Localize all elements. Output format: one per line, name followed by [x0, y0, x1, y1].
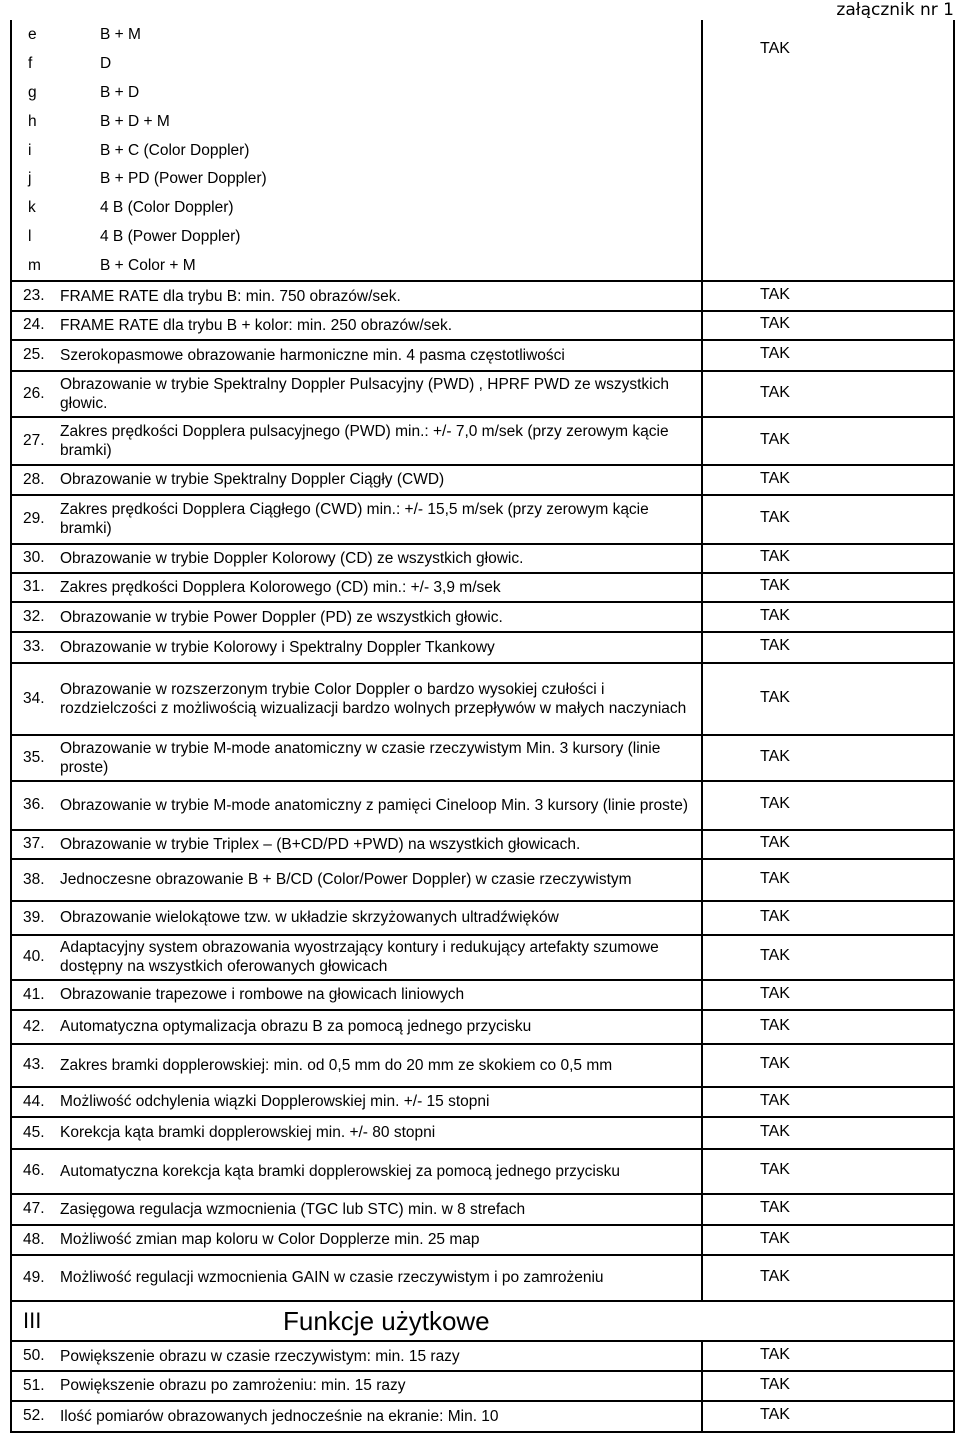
item-description: Obrazowanie w trybie Power Doppler (PD) ze wszystkich głowic.	[60, 608, 503, 626]
column-divider	[701, 1149, 703, 1193]
sub-item-letter: k	[28, 198, 36, 216]
column-divider	[701, 340, 703, 370]
sub-item-text: 4 B (Power Doppler)	[100, 227, 241, 245]
item-value: TAK	[760, 1016, 790, 1034]
column-divider	[701, 1010, 703, 1043]
item-description: Zasięgowa regulacja wzmocnienia (TGC lub STC) min. w 8 strefach	[60, 1200, 526, 1218]
sub-item-letter: g	[28, 83, 37, 101]
sub-item-row	[10, 78, 953, 107]
item-value: TAK	[760, 747, 790, 765]
sub-item-row	[10, 107, 953, 136]
item-description: Powiększenie obrazu w czasie rzeczywistym: min. 15 razy	[60, 1347, 460, 1365]
column-divider	[701, 901, 703, 934]
item-number: 38.	[23, 870, 45, 888]
column-divider	[701, 603, 703, 631]
item-value: TAK	[760, 1406, 790, 1423]
item-number: 39.	[23, 908, 45, 926]
item-number: 40.	[23, 948, 45, 965]
item-number: 45.	[23, 1123, 45, 1141]
item-number: 34.	[23, 689, 45, 707]
item-description: Obrazowanie w trybie Triplex – (B+CD/PD +PWD) na wszystkich głowicach.	[60, 835, 581, 853]
item-number: 27.	[23, 431, 45, 449]
item-number: 44.	[23, 1092, 45, 1110]
item-description: Obrazowanie w trybie Spektralny Doppler Pulsacyjny (PWD) , HPRF PWD ze wszystkich głowic.	[60, 375, 669, 412]
column-divider	[701, 859, 703, 900]
section-header	[10, 1302, 953, 1340]
item-value: TAK	[760, 607, 790, 624]
sub-items-value: TAK	[760, 40, 790, 57]
item-description: Powiększenie obrazu po zamrożeniu: min. 15 razy	[60, 1377, 406, 1394]
item-number: 48.	[23, 1230, 45, 1248]
item-number: 32.	[23, 608, 45, 625]
sub-item-letter: i	[28, 141, 32, 159]
sub-item-row	[10, 222, 953, 251]
sub-item-letter: l	[28, 227, 32, 245]
sub-item-letter: e	[28, 25, 37, 43]
sub-item-text: B + D	[100, 83, 140, 101]
column-divider	[701, 1401, 703, 1431]
sub-item-letter: m	[28, 256, 41, 274]
column-divider	[701, 1255, 703, 1300]
item-number: 50.	[23, 1347, 45, 1364]
item-description: Zakres bramki dopplerowskiej: min. od 0,5 mm do 20 mm ze skokiem co 0,5 mm	[60, 1056, 613, 1074]
column-divider	[701, 544, 703, 572]
column-divider	[701, 1194, 703, 1224]
item-number: 46.	[23, 1162, 45, 1179]
item-number: 35.	[23, 748, 45, 766]
item-value: TAK	[760, 1161, 790, 1178]
item-number: 26.	[23, 384, 45, 402]
item-number: 42.	[23, 1017, 45, 1035]
sub-item-row	[10, 164, 953, 193]
item-description: Obrazowanie w trybie Doppler Kolorowy (CD) ze wszystkich głowic.	[60, 549, 524, 567]
item-value: TAK	[760, 383, 790, 401]
section-title: Funkcje użytkowe	[283, 1305, 490, 1336]
sub-item-text: B + D + M	[100, 112, 170, 130]
item-value: TAK	[760, 637, 790, 654]
item-value: TAK	[760, 834, 790, 851]
item-value: TAK	[760, 1229, 790, 1247]
item-number: 41.	[23, 985, 45, 1003]
item-value: TAK	[760, 984, 790, 1002]
item-description: Zakres prędkości Dopplera Kolorowego (CD) min.: +/- 3,9 m/sek	[60, 578, 501, 596]
column-divider	[701, 282, 703, 310]
item-number: 29.	[23, 510, 45, 527]
item-value: TAK	[760, 548, 790, 565]
column-divider	[701, 1342, 703, 1370]
column-divider	[701, 417, 703, 464]
column-divider	[701, 1087, 703, 1116]
attachment-note: załącznik nr 1	[836, 0, 954, 20]
sub-item-letter: j	[28, 169, 32, 187]
item-value: TAK	[760, 1346, 790, 1363]
sub-item-text: B + Color + M	[100, 256, 196, 274]
column-divider	[701, 465, 703, 494]
sub-item-text: B + M	[100, 25, 141, 43]
item-description: Ilość pomiarów obrazowanych jednocześnie na ekranie: Min. 10	[60, 1407, 499, 1425]
item-description: Możliwość zmian map koloru w Color Dopplerze min. 25 map	[60, 1231, 480, 1248]
item-value: TAK	[760, 1375, 790, 1393]
table-border-right	[953, 20, 955, 1433]
sub-item-letter: f	[28, 54, 33, 72]
column-divider	[701, 20, 703, 280]
item-value: TAK	[760, 869, 790, 887]
item-number: 49.	[23, 1268, 45, 1286]
item-value: TAK	[760, 286, 790, 303]
item-value: TAK	[760, 509, 790, 526]
item-value: TAK	[760, 795, 790, 812]
item-value: TAK	[760, 688, 790, 706]
item-description: Obrazowanie w trybie M-mode anatomiczny z pamięci Cineloop Min. 3 kursory (linie proste)	[60, 796, 688, 814]
item-description: Automatyczna korekcja kąta bramki dopplerowskiej za pomocą jednego przycisku	[60, 1162, 620, 1180]
item-number: 43.	[23, 1056, 45, 1073]
column-divider	[701, 663, 703, 734]
item-description: Zakres prędkości Dopplera Ciągłego (CWD) min.: +/- 15,5 m/sek (przy zerowym kącie bramki)	[60, 501, 649, 537]
item-value: TAK	[760, 1199, 790, 1216]
section-number: III	[23, 1308, 42, 1333]
column-divider	[701, 935, 703, 979]
sub-item-text: B + C (Color Doppler)	[100, 141, 250, 159]
item-description: FRAME RATE dla trybu B: min. 750 obrazów/sek.	[60, 287, 401, 305]
item-number: 51.	[23, 1376, 45, 1394]
item-number: 37.	[23, 835, 45, 852]
item-description: FRAME RATE dla trybu B + kolor: min. 250 obrazów/sek.	[60, 316, 453, 334]
item-description: Korekcja kąta bramki dopplerowskiej min. +/- 80 stopni	[60, 1124, 436, 1141]
item-description: Możliwość regulacji wzmocnienia GAIN w czasie rzeczywistym i po zamrożeniu	[60, 1269, 604, 1286]
column-divider	[701, 1371, 703, 1400]
item-value: TAK	[760, 315, 790, 332]
column-divider	[701, 1225, 703, 1254]
item-description: Obrazowanie w trybie Kolorowy i Spektralny Doppler Tkankowy	[60, 638, 495, 656]
sub-item-row	[10, 251, 953, 280]
item-number: 33.	[23, 638, 45, 655]
item-description: Zakres prędkości Dopplera pulsacyjnego (PWD) min.: +/- 7,0 m/sek (przy zerowym kącie bramki)	[60, 422, 669, 459]
column-divider	[701, 311, 703, 339]
sub-item-row	[10, 136, 953, 165]
column-divider	[701, 495, 703, 543]
sub-item-row	[10, 193, 953, 222]
item-number: 31.	[23, 578, 45, 595]
column-divider	[701, 573, 703, 601]
item-value: TAK	[760, 1267, 790, 1285]
item-value: TAK	[760, 947, 790, 964]
item-description: Adaptacyjny system obrazowania wyostrzający kontury i redukujący artefakty szumowe dostępny na wszystkich oferowanych głowicach	[60, 939, 659, 975]
item-description: Obrazowanie w trybie Spektralny Doppler Ciągły (CWD)	[60, 471, 445, 488]
item-number: 30.	[23, 549, 45, 566]
sub-item-text: D	[100, 54, 112, 72]
item-value: TAK	[760, 345, 790, 362]
item-description: Obrazowanie w rozszerzonym trybie Color Doppler o bardzo wysokiej czułości i rozdzielczości z możliwością wizualizacji bardzo wolnych przepływów w małych naczyniach	[60, 680, 687, 717]
item-number: 24.	[23, 316, 45, 333]
item-number: 28.	[23, 470, 45, 488]
sub-item-letter: h	[28, 112, 37, 130]
column-divider	[701, 1117, 703, 1148]
item-description: Obrazowanie w trybie M-mode anatomiczny w czasie rzeczywistym Min. 3 kursory (linie proste)	[60, 739, 661, 776]
sub-item-text: B + PD (Power Doppler)	[100, 169, 267, 187]
column-divider	[701, 735, 703, 780]
column-divider	[701, 980, 703, 1009]
item-number: 52.	[23, 1407, 45, 1424]
item-value: TAK	[760, 907, 790, 925]
column-divider	[701, 830, 703, 858]
item-value: TAK	[760, 469, 790, 487]
item-description: Obrazowanie trapezowe i rombowe na głowicach liniowych	[60, 986, 465, 1003]
item-number: 36.	[23, 796, 45, 813]
item-value: TAK	[760, 430, 790, 448]
item-number: 25.	[23, 346, 45, 363]
item-description: Możliwość odchylenia wiązki Dopplerowskiej min. +/- 15 stopni	[60, 1093, 490, 1110]
item-value: TAK	[760, 1122, 790, 1140]
column-divider	[701, 781, 703, 829]
column-divider	[701, 371, 703, 416]
column-divider	[701, 632, 703, 662]
item-description: Obrazowanie wielokątowe tzw. w układzie skrzyżowanych ultradźwięków	[60, 909, 559, 926]
item-number: 47.	[23, 1200, 45, 1217]
sub-item-text: 4 B (Color Doppler)	[100, 198, 234, 216]
item-description: Jednoczesne obrazowanie B + B/CD (Color/Power Doppler) w czasie rzeczywistym	[60, 871, 632, 888]
item-value: TAK	[760, 1055, 790, 1072]
item-number: 23.	[23, 287, 45, 304]
item-description: Szerokopasmowe obrazowanie harmoniczne min. 4 pasma częstotliwości	[60, 346, 565, 364]
item-value: TAK	[760, 1091, 790, 1109]
item-value: TAK	[760, 577, 790, 594]
column-divider	[701, 1044, 703, 1086]
item-description: Automatyczna optymalizacja obrazu B za pomocą jednego przycisku	[60, 1018, 532, 1035]
